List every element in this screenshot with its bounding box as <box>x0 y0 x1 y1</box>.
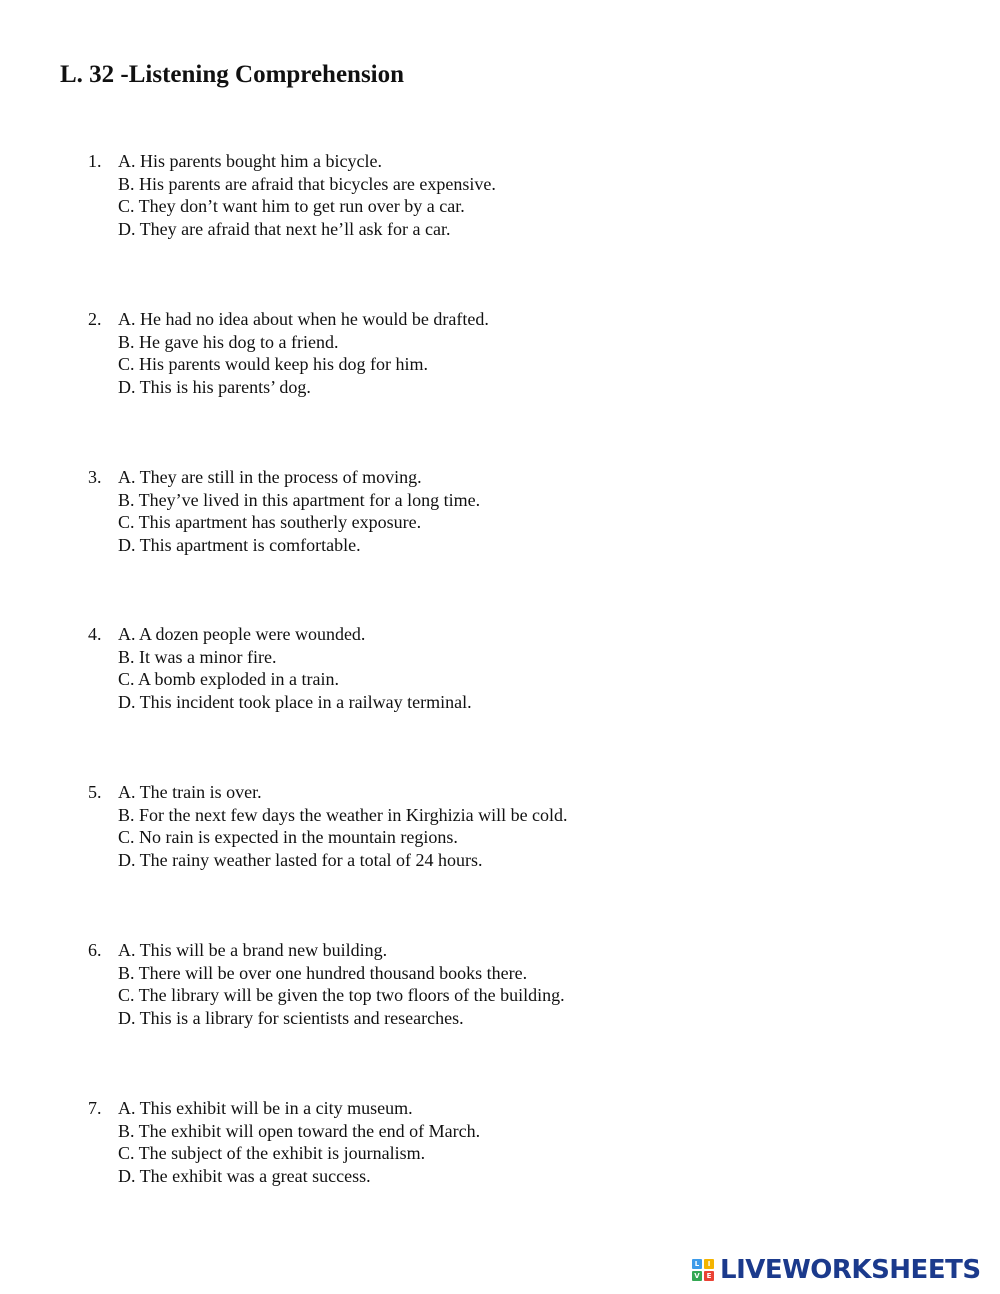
option-a: A. He had no idea about when he would be drafted. <box>118 309 489 329</box>
option-a: A. This will be a brand new building. <box>118 940 388 960</box>
option-a: A. This exhibit will be in a city museum. <box>118 1098 413 1118</box>
option-d: D. The exhibit was a great success. <box>118 1165 371 1186</box>
answer-options <box>118 466 480 556</box>
answer-options <box>118 623 472 713</box>
option-d: D. This incident took place in a railway terminal. <box>118 691 472 712</box>
option-a: A. His parents bought him a bicycle. <box>118 151 382 171</box>
option-c: C. They don’t want him to get run over by a car. <box>118 196 465 216</box>
option-d: D. This is his parents’ dog. <box>118 376 311 397</box>
option-d: D. The rainy weather lasted for a total of 24 hours. <box>118 849 483 870</box>
option-c: C. No rain is expected in the mountain regions. <box>118 827 458 847</box>
option-b: B. His parents are afraid that bicycles are expensive. <box>118 173 496 194</box>
option-c: C. His parents would keep his dog for him. <box>118 354 428 374</box>
question-number: 6. <box>88 940 102 960</box>
option-c: C. This apartment has southerly exposure. <box>118 512 422 532</box>
option-c: C. The library will be given the top two floors of the building. <box>118 985 565 1005</box>
question-number: 5. <box>88 782 102 802</box>
option-a: A. A dozen people were wounded. <box>118 624 366 644</box>
option-b: B. It was a minor fire. <box>118 646 277 667</box>
liveworksheets-logo-text: LIVEWORKSHEETS <box>720 1255 981 1285</box>
question-number: 7. <box>88 1098 102 1118</box>
option-b: B. For the next few days the weather in Kirghizia will be cold. <box>118 804 568 825</box>
answer-options <box>118 781 568 871</box>
option-d: D. This apartment is comfortable. <box>118 534 361 555</box>
question-number: 4. <box>88 624 102 644</box>
question-number: 3. <box>88 467 102 487</box>
option-b: B. He gave his dog to a friend. <box>118 331 339 352</box>
answer-options <box>118 939 565 1029</box>
answer-options <box>118 150 496 240</box>
logo-tile-l: L <box>692 1259 702 1269</box>
option-b: B. They’ve lived in this apartment for a long time. <box>118 489 481 510</box>
liveworksheets-logo <box>692 1255 981 1285</box>
logo-tile-e: E <box>704 1271 714 1281</box>
option-a: A. They are still in the process of moving. <box>118 467 422 487</box>
logo-tile-i: I <box>704 1259 714 1269</box>
liveworksheets-logo-icon <box>692 1259 714 1281</box>
option-b: B. The exhibit will open toward the end of March. <box>118 1120 481 1141</box>
answer-options <box>118 308 489 398</box>
question-number: 1. <box>88 151 102 171</box>
option-d: D. They are afraid that next he’ll ask for a car. <box>118 218 451 239</box>
option-b: B. There will be over one hundred thousand books there. <box>118 962 528 983</box>
option-a: A. The train is over. <box>118 782 262 802</box>
option-c: C. A bomb exploded in a train. <box>118 669 339 689</box>
option-d: D. This is a library for scientists and researches. <box>118 1007 464 1028</box>
logo-tile-v: V <box>692 1271 702 1281</box>
page-title: L. 32 -Listening Comprehension <box>60 61 405 88</box>
answer-options <box>118 1097 480 1187</box>
question-number: 2. <box>88 309 102 329</box>
option-c: C. The subject of the exhibit is journalism. <box>118 1143 426 1163</box>
